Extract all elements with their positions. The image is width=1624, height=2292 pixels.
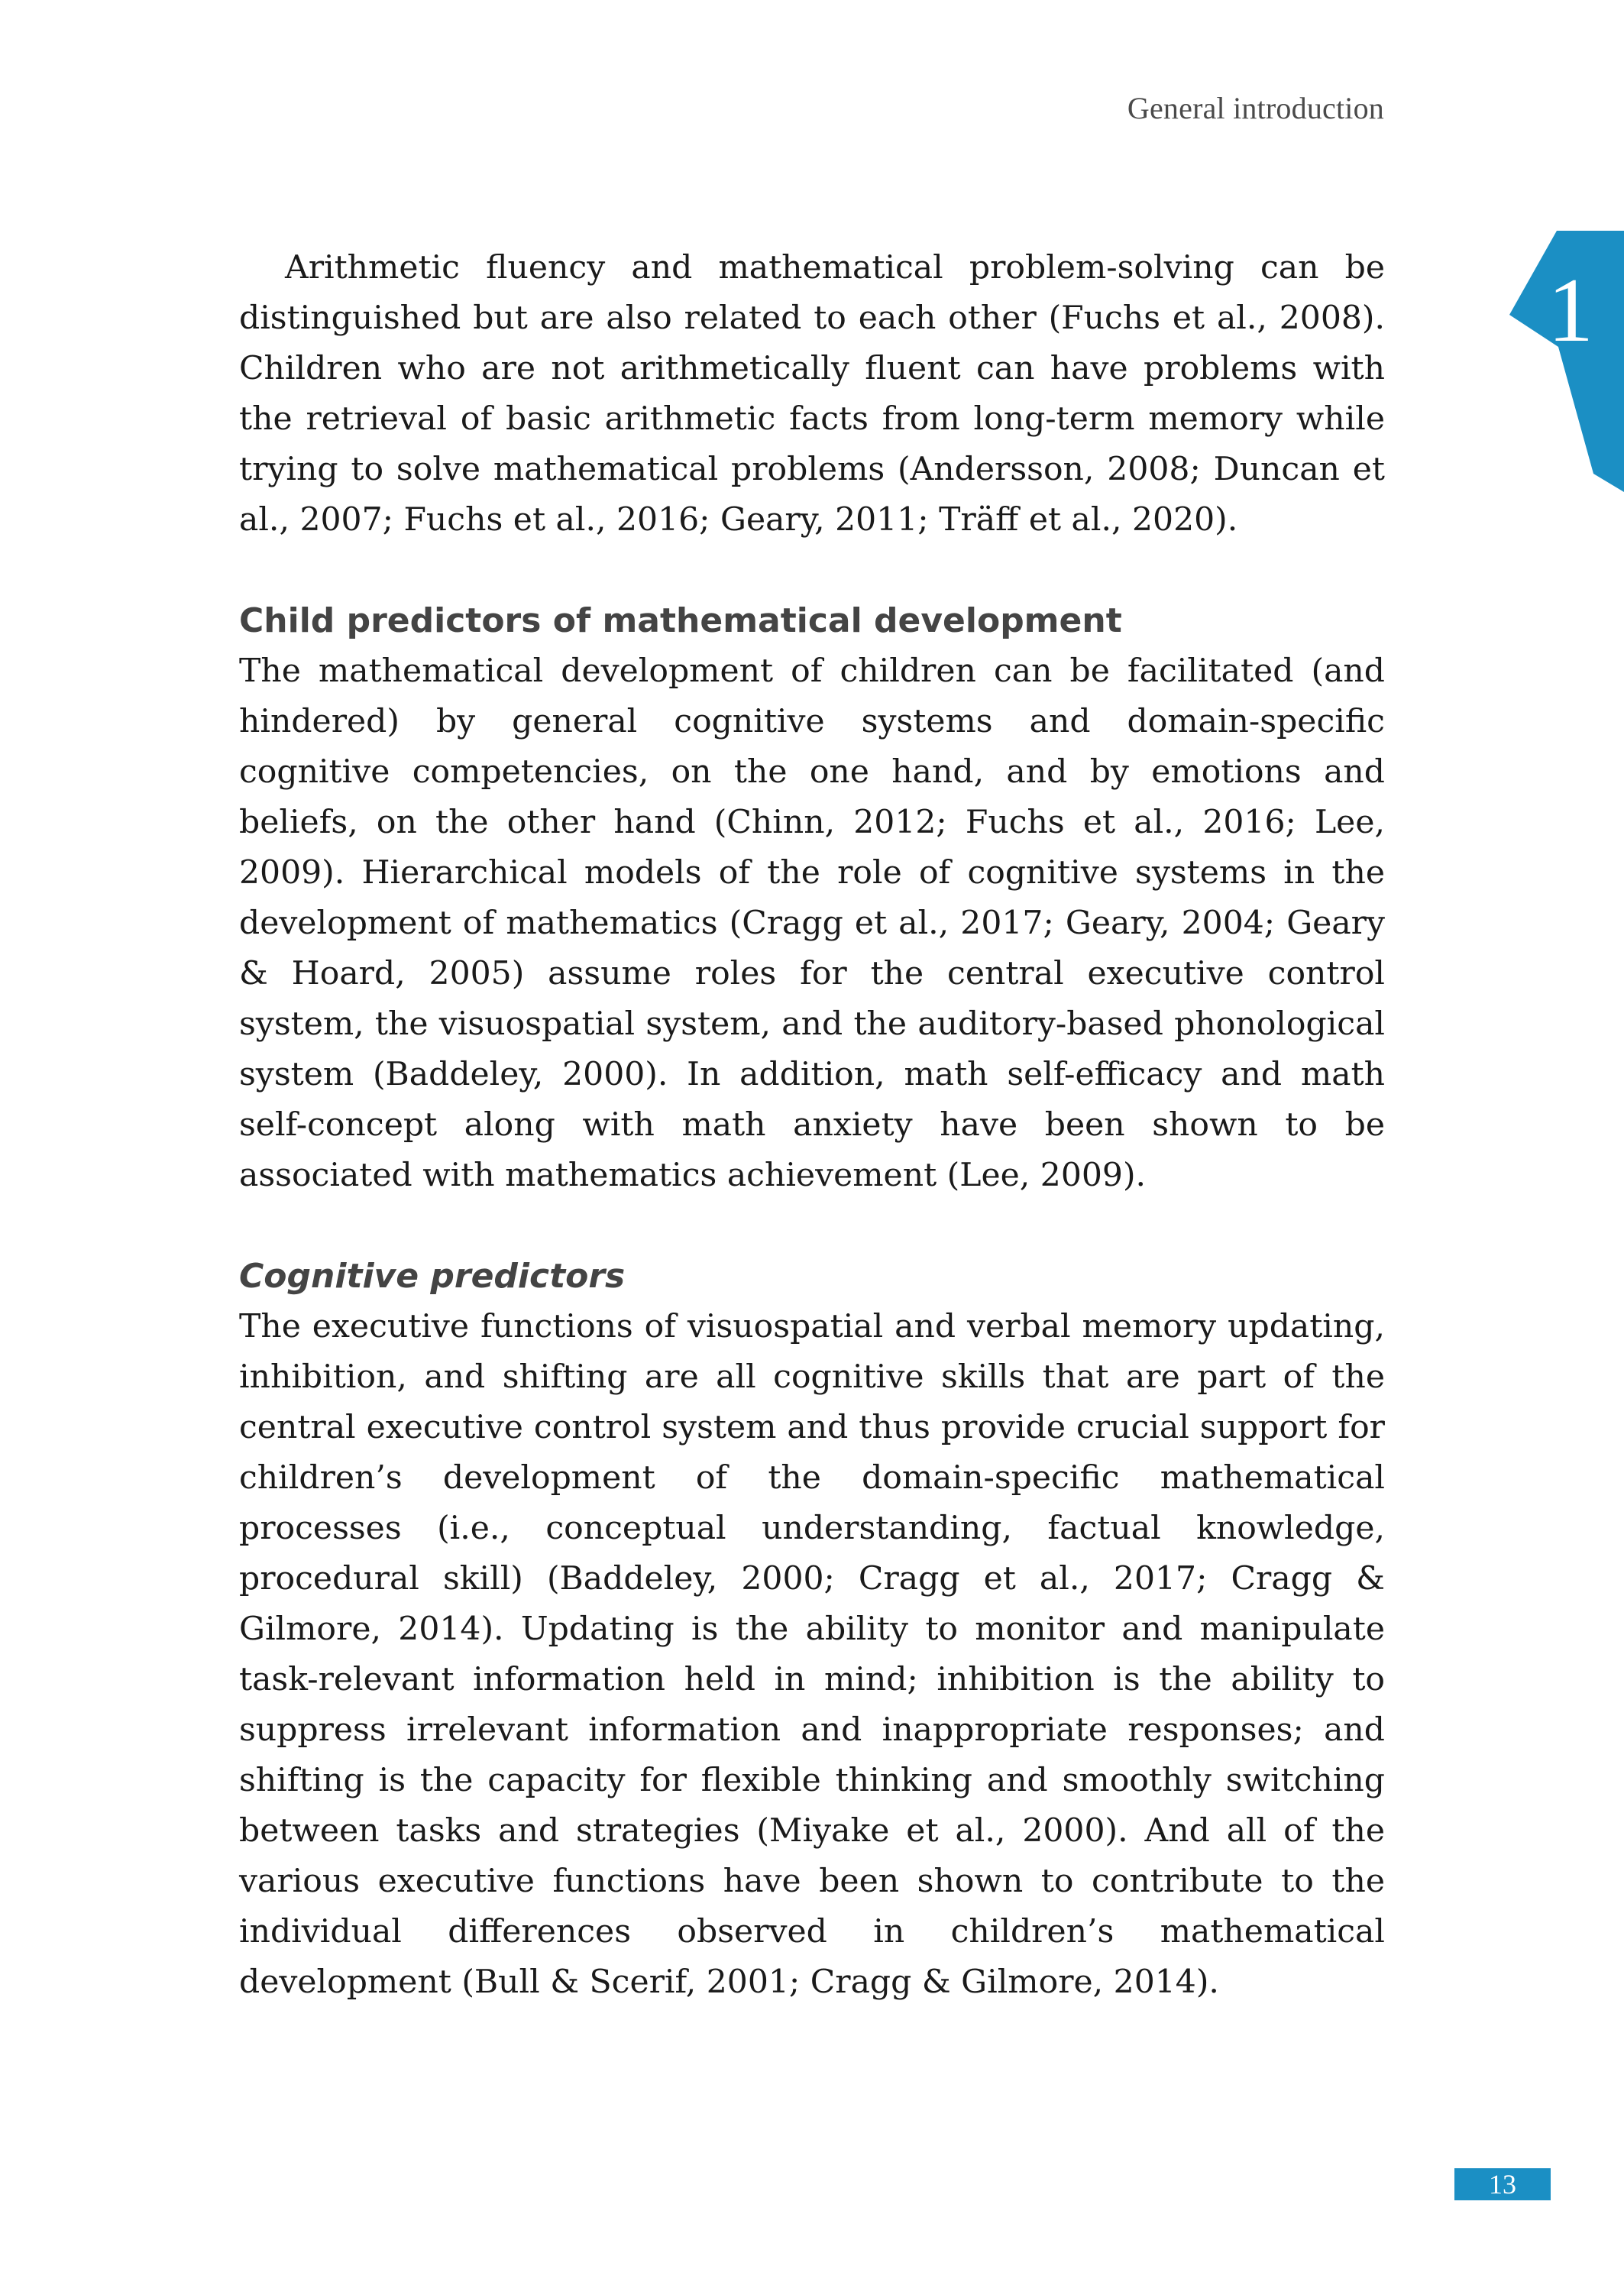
chapter-number: 1 [1548, 259, 1593, 361]
running-header: General introduction [1127, 91, 1384, 125]
subsection-heading: Cognitive predictors [239, 1257, 626, 1296]
section-paragraph: The mathematical development of children can be facilitated (and hindered) by general cognitive systems and domain-specific cognitive competencies, on the one hand, and by emotions and beliefs, on the other hand (Chinn, 2012; Fuchs et al., 2016; Lee, 2009). Hierarchical models of the role of cognitive systems in the development of mathematics (Cragg et al., 2017; Geary, 2004; Geary & Hoard, 2005) assume roles for the central executive control system, the visuospatial system, and the auditory-based phonological system (Baddeley, 2000). In addition, math self-efficacy and math self-concept along with math anxiety have been shown to be associated with mathematics achievement (Lee, 2009). [239, 652, 1385, 1194]
subsection-paragraph: The executive functions of visuospatial and verbal memory updating, inhibition, and shifting are all cognitive skills that are part of the central executive control system and thus provide crucial support for children’s development of the domain-specific mathematical processes (i.e., conceptual understanding, factual knowledge, procedural skill) (Baddeley, 2000; Cragg et al., 2017; Cragg & Gilmore, 2014). Updating is the ability to monitor and manipulate task-relevant information held in mind; inhibition is the ability to suppress irrelevant information and inappropriate responses; and shifting is the capacity for flexible thinking and smoothly switching between tasks and strategies (Miyake et al., 2000). And all of the various executive functions have been shown to contribute to the individual differences observed in children’s mathematical development (Bull & Scerif, 2001; Cragg & Gilmore, 2014). [239, 1308, 1385, 2001]
page-number: 13 [1454, 2168, 1551, 2200]
intro-paragraph: Arithmetic fluency and mathematical problem-solving can be distinguished but are also related to each other (Fuchs et al., 2008). Children who are not arithmetically fluent can have problems with the retrieval of basic arithmetic facts from long-term memory while trying to solve mathematical problems (Andersson, 2008; Duncan et al., 2007; Fuchs et al., 2016; Geary, 2011; Träff et al., 2020). [239, 249, 1385, 539]
chapter-tab [1509, 231, 1624, 492]
section-heading: Child predictors of mathematical development [239, 601, 1122, 640]
page-body [239, 243, 1385, 2008]
